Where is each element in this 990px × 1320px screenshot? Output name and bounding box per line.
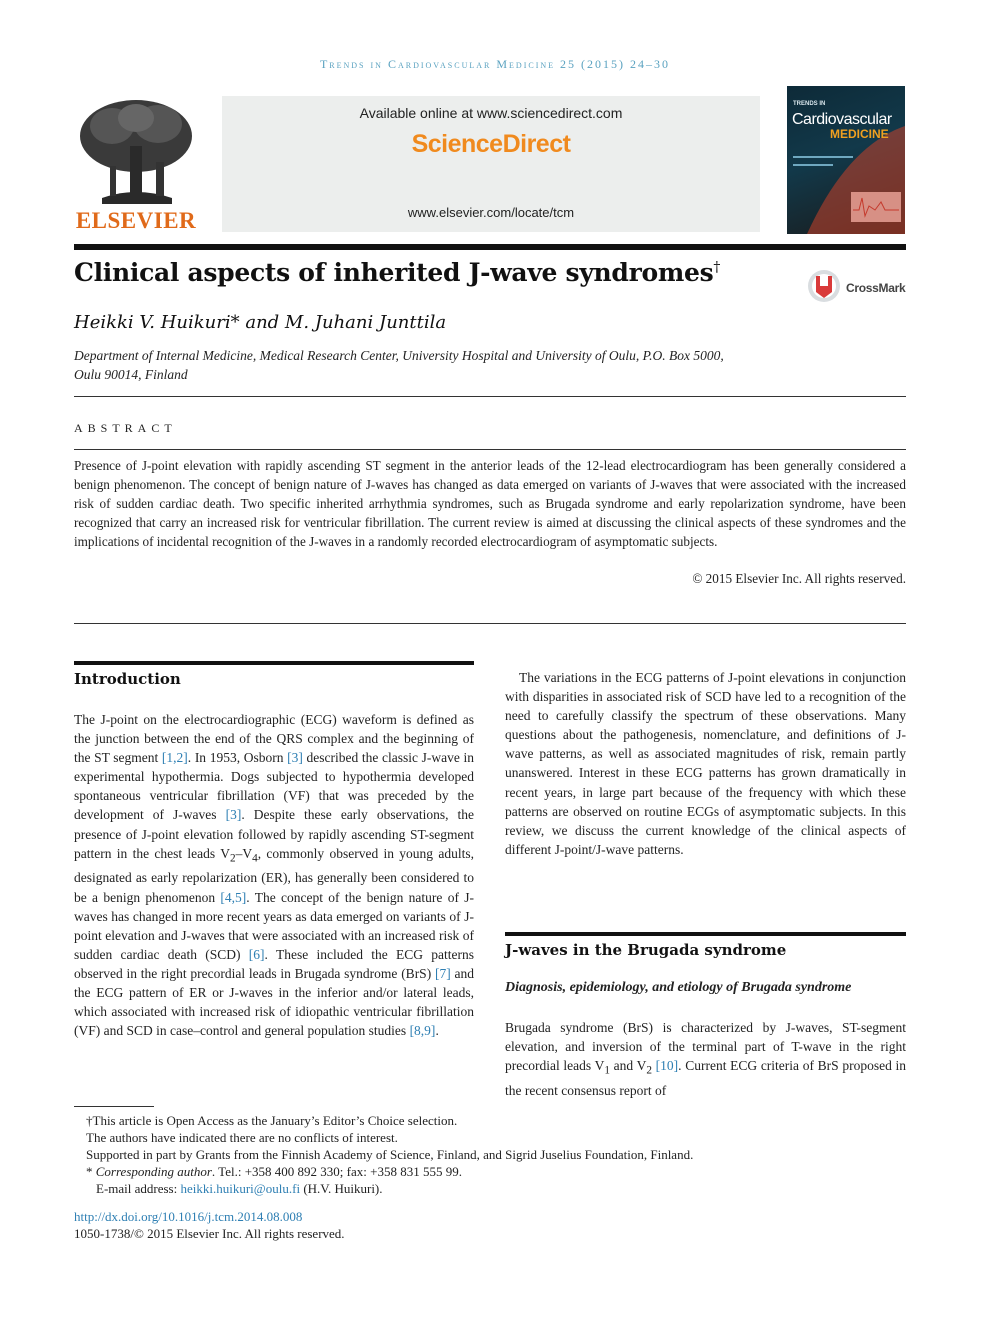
brugada-heading: J-waves in the Brugada syndrome (505, 941, 787, 959)
abstract-text: Presence of J-point elevation with rapidly ascending ST segment in the anterior leads of the 12-lead electrocardiogram has been generally considered a benign phenomenon. The concept of benign nature of J-waves has changed as data emerged on variants of J-waves that were associated with the increased risk of sudden cardiac death. Two specific inherited arrhythmia syndromes, such as Brugada syndrome and early repolarization syndrome, have been recognized that carry an increased risk for ventricular fibrillation. The current review is aimed at discussing the clinical aspects of these syndromes and the implications of incidental recognition of the J-waves in a randomly recorded electrocardiogram of asymptomatic subjects. (74, 458, 906, 550)
intro-paragraph-2: The variations in the ECG patterns of J-point elevations in conjunction with disparities in associated risk of SCD have led to a recognition of the need to carefully classify the spectrum of these observations. Many questions about the pathogenesis, nomenclature, and definitions of J-wave patterns, as well as associated magnitudes of risk, remain partly unanswered. Interest in these ECG patterns has grown dramatically in recent years, in large part because of the frequency with which these patterns are observed on routine ECGs of asymptomatic subjects. In this review, we discuss the current knowledge of the clinical aspects of different J-point/J-wave patterns. (505, 670, 906, 857)
article-title-text: Clinical aspects of inherited J-wave syndromes (74, 258, 714, 287)
ref-link[interactable]: [6] (248, 946, 265, 962)
affiliation-line-1: Department of Internal Medicine, Medical Research Center, University Hospital and University of Oulu, P.O. Box 5000, (74, 348, 724, 363)
intro-text-2: . In 1953, Osborn (187, 750, 288, 766)
lead-subscript: 4 (252, 852, 258, 865)
available-online-text: Available online at www.sciencedirect.com (359, 105, 623, 121)
article-title (74, 258, 720, 287)
lead-subscript: 1 (604, 1064, 610, 1077)
ref-link[interactable]: [3] (225, 807, 242, 823)
intro-text-10: . (435, 1023, 439, 1039)
crossmark-label[interactable]: CrossMark (846, 281, 906, 295)
abstract-bottom-rule (74, 623, 906, 624)
brugada-subheading: Diagnosis, epidemiology, and etiology of Brugada syndrome (505, 980, 852, 995)
email-owner: (H.V. Huikuri). (300, 1181, 383, 1197)
ref-link[interactable]: [7] (434, 965, 451, 981)
cover-medicine-text: MEDICINE (830, 127, 889, 141)
intro-text-5: –V (235, 845, 253, 861)
abstract-heading: ABSTRACT (74, 421, 177, 435)
lead-subscript: 2 (646, 1064, 652, 1077)
intro-text-9: and the ECG pattern of ER or J-waves in the inferior and/or lateral leads, which associated with increased risk of idiopathic ventricular fibrillation (VF) and SCD in case–control and general population studies (74, 965, 474, 1039)
intro-text-6: , commonly observed in young adults, designated as early repolarization (ER), has generally been considered to be a benign phenomenon (74, 845, 474, 905)
journal-url[interactable]: www.elsevier.com/locate/tcm (407, 205, 575, 220)
issn-line: 1050-1738/© 2015 Elsevier Inc. All rights reserved. (74, 1226, 345, 1241)
ref-link[interactable]: [3] (287, 750, 303, 766)
corresponding-label: Corresponding author (95, 1164, 212, 1180)
footnote-email (86, 1180, 906, 1197)
author-list (74, 312, 446, 333)
ref-link[interactable]: [1,2] (161, 750, 188, 766)
journal-citation: Trends in Cardiovascular Medicine 25 (2015) 24–30 (319, 57, 671, 71)
abstract-top-rule (74, 396, 906, 397)
ref-link[interactable]: [4,5] (220, 889, 247, 905)
sciencedirect-logo[interactable]: ScienceDirect (411, 130, 571, 158)
affiliation (74, 346, 794, 384)
footnotes (86, 1112, 906, 1197)
journal-cover (787, 86, 905, 234)
elsevier-wordmark: ELSEVIER (75, 208, 197, 233)
footnote-corresponding (86, 1163, 906, 1180)
doi-link[interactable]: http://dx.doi.org/10.1016/j.tcm.2014.08.008 (74, 1209, 303, 1224)
cover-trends-text: TRENDS IN (793, 101, 826, 107)
header-rule (74, 244, 906, 250)
corresponding-author-mark[interactable]: * (230, 312, 240, 333)
intro-text-7: . The concept of the benign nature of J-waves has changed in more recent years as data emerged on variants of J-point elevation and J-waves that were associated with an increased risk of sudden cardiac death (SCD) (74, 889, 474, 962)
author-huikuri[interactable]: Heikki V. Huikuri (74, 312, 231, 333)
email-link[interactable]: heikki.huikuri@oulu.fi (180, 1181, 301, 1197)
brugada-heading-rule (505, 932, 906, 936)
intro-text-3: described the classic J-wave in experimental hypothermia. Dogs subjected to hypothermia developed spontaneous ventricular fibrillation (VF) that was preceded by the development of J-waves (74, 750, 474, 823)
corresponding-mark: * (86, 1164, 96, 1180)
intro-paragraph (74, 710, 474, 1040)
author-junttila[interactable]: M. Juhani Junttila (284, 312, 447, 333)
title-footnote-mark[interactable]: † (713, 259, 721, 276)
intro-heading-rule (74, 661, 474, 665)
ref-link[interactable]: [10] (655, 1058, 679, 1074)
brugada-text-1: Brugada syndrome (BrS) is characterized by J-waves, ST-segment elevation, and inversion of the terminal part of T-wave in the right precordial leads V (505, 1020, 906, 1074)
footnote-funding: Supported in part by Grants from the Finnish Academy of Science, Finland, and Sigrid Juselius Foundation, Finland. (86, 1147, 694, 1163)
brugada-paragraph (505, 1018, 906, 1100)
intro-heading: Introduction (74, 670, 181, 688)
brugada-text-4: . Current ECG criteria of BrS proposed in the recent consensus report of (505, 1058, 907, 1098)
intro-text-1: The J-point on the electrocardiographic (ECG) waveform is defined as the junction between the end of the QRS complex and the beginning of the ST segment (74, 712, 474, 766)
cover-title-text: Cardiovascular (792, 111, 892, 128)
ref-link[interactable]: [8,9] (409, 1023, 436, 1039)
footnote-conflicts: The authors have indicated there are no conflicts of interest. (86, 1130, 398, 1146)
corresponding-contact: . Tel.: +358 400 892 330; fax: +358 831 555 99. (211, 1164, 462, 1180)
intro-text-8: . These included the ECG patterns observed in the right precordial leads in Brugada syndrome (BrS) (74, 946, 474, 981)
brugada-text-2: and V (609, 1058, 647, 1074)
abstract-heading-rule (74, 449, 906, 450)
lead-subscript: 2 (229, 852, 236, 865)
affiliation-line-2: Oulu 90014, Finland (74, 367, 188, 382)
footnote-open-access: †This article is Open Access as the January’s Editor’s Choice selection. (86, 1113, 458, 1128)
footnote-rule (74, 1106, 154, 1107)
email-label: E-mail address: (96, 1181, 181, 1197)
intro-text-4: . Despite these early observations, the presence of J-point elevation followed by rapidly ascending ST-segment pattern in the chest leads V (74, 807, 474, 861)
abstract-copyright: © 2015 Elsevier Inc. All rights reserved. (692, 571, 906, 586)
author-joiner: and (239, 312, 285, 333)
